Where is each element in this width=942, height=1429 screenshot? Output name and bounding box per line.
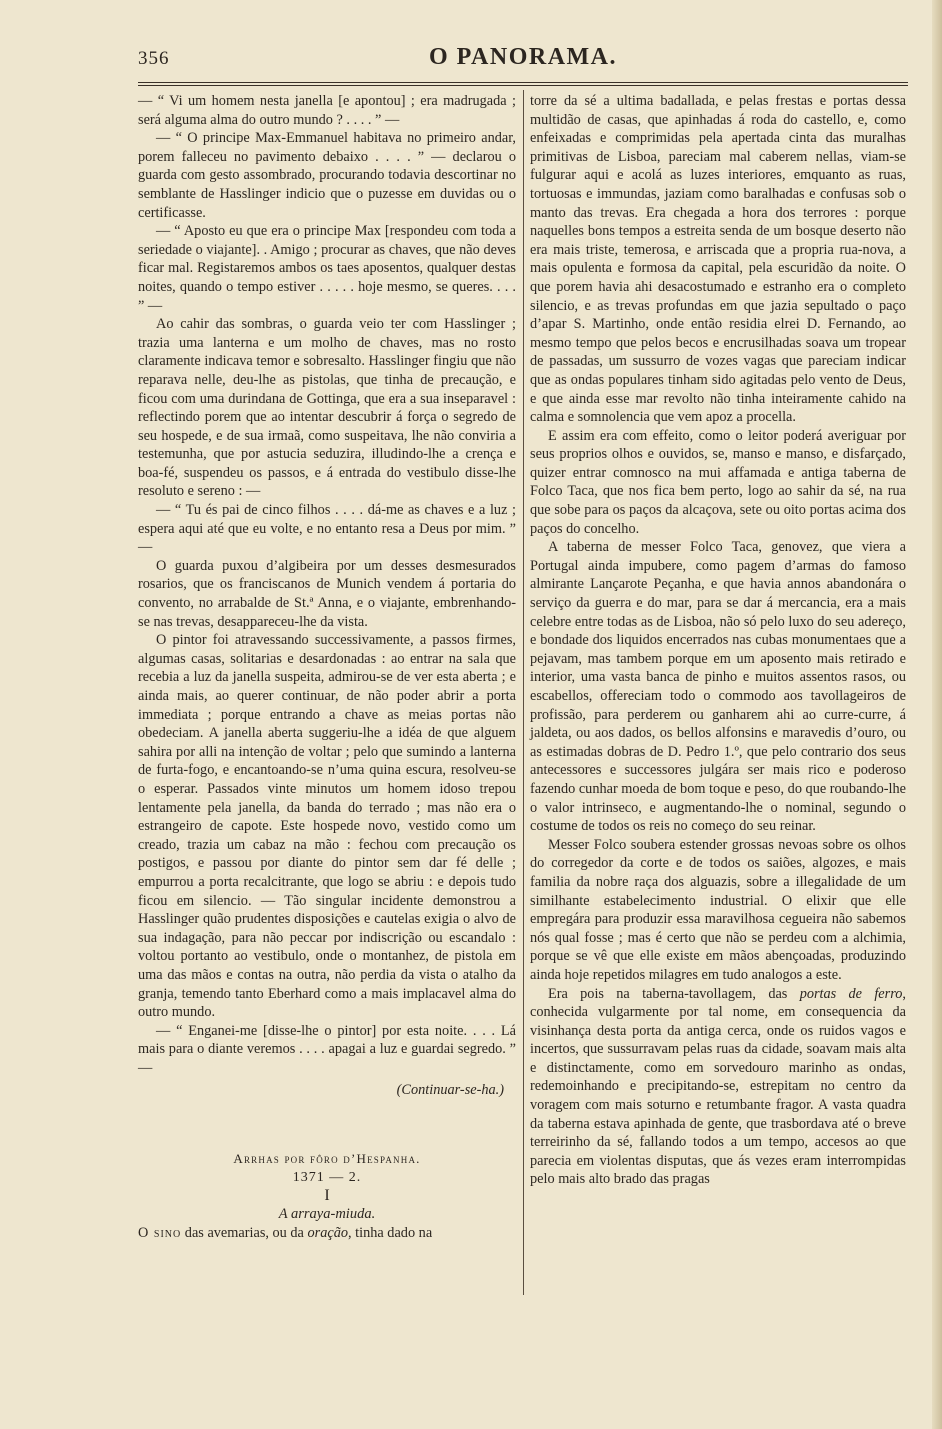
paragraph: O pintor foi atravessando successivamente, a passos firmes, algumas casas, solitarias e desardonadas : ao entrar na sala que recebia a luz da janella suspeita, admirou-se de ver esta aberta ; e ainda mais, ao querer continuar, de não poder abrir a porta immediata ; porque entrando a chave as meias portas não obedeciam. A janella aberta suggeriu-lhe a idéa de que alguem sahira por alli na intenção de voltar ; pelo que sumindo a lanterna de furta-fogo, e encantoando-se n’uma quina escura, resolveu-se o esperar. Passados vinte minutos um homem idoso trepou lentamente pela janella, da banda do terrado ; mas não era o estrangeiro de capote. Este hospede novo, vestido como um creado, trazia um cabaz na mão : fechou com precaução os postigos, e passou por diante do pintor sem dar fé delle ; empurrou a porta recalcitrante, que logo se abriu : e depois tudo ficou em silencio. — Tão singular incidente demonstrou a Hasslinger quão prudentes disposições e cautelas exigia o alvo de sua indagação, para não peccar por indiscrição ou escandalo : voltou portanto ao vestibulo, onde o montanhez, de pistola em uma das mãos e contas na outra, não perdia da vista o atalho da granja, temendo tanto Eberhard como a mais implacavel alma do outro mundo. xyxy=(138,632,516,1021)
paragraph: Messer Folco soubera estender grossas nevoas sobre os olhos do corregedor da corte e de todos os saiões, algozes, e mais familia da nobre raça dos alguazis, sobre a illegalidade de um similhante estabelecimento industrial. O elixir que elle empregára para produzir essa maravilhosa cegueira não sabemos nós qual fosse ; mas é certo que não se perdeu com a alchimia, porque se vê que elle existe em mãos abençoadas, produzindo ainda hoje repetidos milagres em tudo analogos a este. xyxy=(530,836,906,983)
paragraph: torre da sé a ultima badallada, e pelas frestas e portas dessa multidão de casas, que apinhadas á roda do castello, e, como enfeixadas e comprimidas pela apertada cinta das muralhas primitivas de Lisboa, pareciam mal caberem nellas, viam-se fulgurar aqui e acolá as luzes interiores, emquanto as ruas, tortuosas e immundas, jaziam como baralhadas e confusas sob o manto das trevas. Era chegada a hora dos terrores : porque naquelles bons tempos a estreita senda de um bosque deserto não era mais triste, temerosa, e arriscada que a propria rua-nova, a mais opulenta e formosa da capital, pela escuridão da noite. O que porem havia ahi desacostumado e estranho era o completo silencio, e as trevas profundas em que jazia sepultado o paço d’apar S. Martinho, onde então residia elrei D. Fernando, ao mesmo tempo que pelos becos e encrusilhadas soava um tropear de passadas, um sussurro de vozes vagas que pareciam indicar que as ondas populares tinham sido agitadas pelo vento de Deus, e que ainda esse mar revolto não tinha inteiramente cahido na calma e somnolencia que vem apoz a procella. xyxy=(530,93,906,426)
article-title: Arrhas por fôro d’Hespanha. xyxy=(233,1151,421,1167)
paragraph: A taberna de messer Folco Taca, genovez, que viera a Portugal ainda impubere, como pagem d’armas do famoso almirante Lançarote Peçanha, e que havia annos abandonára o serviço da guerra e do mar, para se dar á mercancia, era a mais celebre entre todas as de Lisboa, não só pelo luxo do seu adereço, e bondade dos liquidos encerrados nas cubas monumentaes que a pejavam, mas tambem porque em um aposento mais retirado e interior, uma vasta banca de pinho e muitos assentos rasos, ou escabellos, offereciam todo o commodo aos tavollageiros de profissão, para perderem ou ganharem ahi ao curre-curre, á jaldeta, ou aos dados, os bellos alfonsins e maravedis d’ouro, ou as estimadas dobras de D. Pedro 1.º, que pelo contrario dos seus antecessores e successores julgára ser mais rico e poderoso fazendo cunhar moeda de bom toque e peso, do que roubando-lhe o valor intrinseco, e augmentando-lhe o nominal, segundo o costume de todos os reis no começo do seu reinar. xyxy=(530,539,906,835)
right-column xyxy=(530,92,906,1189)
paragraph: — “ Vi um homem nesta janella [e apontou] ; era madrugada ; será alguma alma do outro mundo ? . . . . ” — xyxy=(138,93,516,128)
journal-title: O PANORAMA. xyxy=(428,44,618,70)
paragraph: — “ Tu és pai de cinco filhos . . . . dá-me as chaves e a luz ; espera aqui até que eu volte, e no entanto resa a Deus por mim. ” — xyxy=(138,502,516,556)
paragraph xyxy=(530,985,906,1190)
paragraph-text: , conhecida vulgarmente por tal nome, em consequencia da visinhança desta porta da antiga cerca, onde os ruidos vagos e incertos, que sussurravam pelas ruas da cidade, soavam mais alta e distinctamente, como em sorvedouro marinho as ondas, redemoinhando e precipitando-se, estrepitam no centro da voragem com mais soturno e retumbante fragor. A vasta quadra da taberna estava apinhada de gente, que trasbordava até o breve terreirinho da sé, fallando todos a um tempo, accesos ao que parecia em violentas disputas, que ás vezes eram interrompidas pelo mais alto brado das pragas xyxy=(530,985,906,1188)
chapter-subtitle: A arraya-miuda. xyxy=(278,1206,376,1223)
header-rule xyxy=(138,82,908,83)
continuation-note: (Continuar-se-ha.) xyxy=(396,1082,504,1099)
article-opening xyxy=(138,1224,516,1243)
opening-word: O sino xyxy=(138,1224,182,1241)
paragraph: Ao cahir das sombras, o guarda veio ter com Hasslinger ; trazia uma lanterna e um molho de chaves, mas no rosto claramente indicava temor e sobresalto. Hasslinger fingiu que não reparava nelle, deu-lhe as pistolas, que tinha de precaução, e ficou com uma durindana de Gottinga, que era a sua inseparavel : reflectindo porem que ao intentar descubrir á força o segredo de seu hospede, e de sua irmaã, como suspeitava, lhe não conviria a testemunha, que por astucia seduzira, illudindo-lhe a crença e boa-fé, suspendeu os passos, e á entrada do vestibulo disse-lhe resoluto e sereno : — xyxy=(138,316,516,500)
left-column xyxy=(138,92,516,1242)
paragraph: — “ Enganei-me [disse-lhe o pintor] por esta noite. . . . Lá mais para o diante veremos . . . . apagai a luz e guardai segredo. ” — xyxy=(138,1022,516,1076)
paragraph: O guarda puxou d’algibeira por um desses desmesurados rosarios, que os franciscanos de Munich vendem á portaria do convento, no arrabalde de St.ª Anna, e o viajante, embrenhando-se nas trevas, desappareceu-lhe da vista. xyxy=(138,557,516,630)
column-divider xyxy=(523,90,524,1295)
header-rule-thin xyxy=(138,85,908,86)
paragraph: — “ Aposto eu que era o principe Max [respondeu com toda a seriedade o viajante]. . Amigo ; procurar as chaves, que não deves ficar mal. Registaremos ambos os taes aposentos, qualquer destas noites, quando o tempo estiver . . . . . hoje mesmo, se queres. . . . ” — xyxy=(138,223,516,314)
opening-text: das avemarias, ou da xyxy=(181,1224,308,1241)
paragraph: — “ O principe Max-Emmanuel habitava no primeiro andar, porem falleceu no pavimento debaixo . . . . ” — declarou o guarda com gesto assombrado, procurando todavia descortinar no semblante de Hasslinger indicio que o puzesse em duvidas ou o certificasse. xyxy=(138,130,516,221)
article-date: 1371 — 2. xyxy=(292,1169,362,1185)
page-edge xyxy=(932,0,942,1429)
paragraph-italic: portas de ferro xyxy=(799,985,903,1002)
chapter-numeral: I xyxy=(324,1187,330,1205)
paragraph-text: Era pois na taberna-tavollagem, das xyxy=(548,985,800,1002)
article-heading xyxy=(138,1150,516,1224)
opening-italic: oração xyxy=(307,1224,348,1241)
page-number: 356 xyxy=(138,48,170,69)
page-header xyxy=(138,44,908,78)
opening-tail: , tinha dado na xyxy=(348,1224,433,1241)
paragraph: E assim era com effeito, como o leitor poderá averiguar por seus proprios olhos e ouvidos, se, manso e manso, e disfarçado, quizer entrar comnosco na mui affamada e antiga taberna de Folco Taca, que nos fica bem perto, logo ao sahir da sé, na rua que sobe para os paços da alcaçova, sete ou oito portas acima dos paços do concelho. xyxy=(530,427,906,537)
